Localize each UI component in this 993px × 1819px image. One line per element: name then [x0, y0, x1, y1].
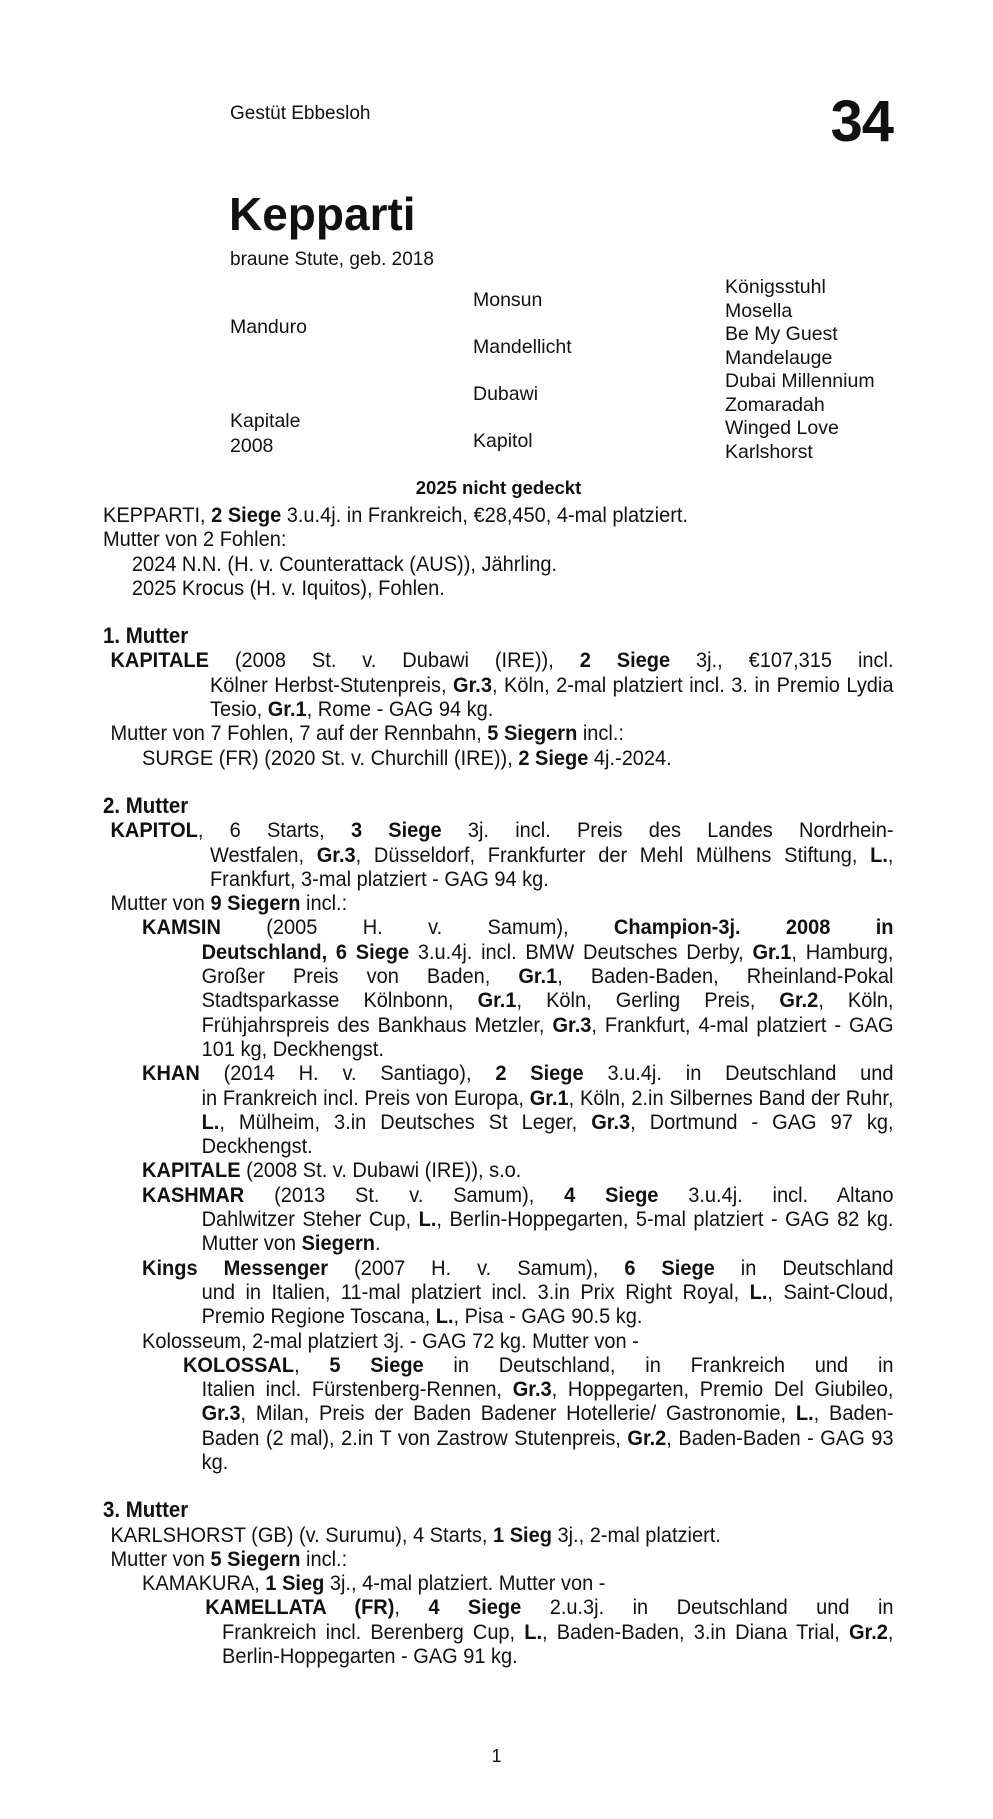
text: , Düsseldorf, Frankfurter der Mehl Mülhens Stiftung,	[355, 842, 871, 867]
text: , Baden-Baden, Rheinland-Pokal Stadtsparkasse Kölnbonn,	[201, 964, 894, 1013]
offspring-entry	[103, 1183, 894, 1256]
text: , Pisa - GAG 90.5 kg.	[453, 1304, 643, 1329]
text: , Köln, Frühjahrspreis des Bankhaus Metzler,	[201, 988, 894, 1037]
foal-entry: 2025 Krocus (H. v. Iquitos), Fohlen.	[131, 575, 445, 600]
winners: 5 Siegern	[210, 1546, 301, 1571]
offspring-name: KAMSIN	[142, 915, 221, 940]
text: ,	[394, 1595, 429, 1620]
grade: Gr.3	[552, 1012, 592, 1037]
produce-summary	[103, 1547, 894, 1571]
text: Westfalen,	[209, 842, 317, 867]
text: Dahlwitzer Steher Cup,	[201, 1207, 419, 1232]
text: .	[374, 1231, 381, 1256]
page-number: 1	[491, 1746, 502, 1766]
grade: L.	[524, 1619, 543, 1644]
text: , Frankfurt, 3-mal platziert - GAG 94 kg.	[209, 842, 894, 891]
text: (2013 St. v. Samum),	[244, 1182, 565, 1207]
grade: Gr.3	[316, 842, 356, 867]
text: 3.u.4j. in Deutschland und	[583, 1061, 894, 1086]
text: 4j.-2024.	[588, 745, 672, 770]
text: , Rome - GAG 94 kg.	[306, 697, 494, 722]
wins: 2 Siege	[495, 1061, 584, 1086]
text: 3j., 2-mal platziert.	[551, 1522, 721, 1547]
text: , Mülheim, 3.in Deutsches St Leger,	[219, 1109, 592, 1134]
offspring-name: Kings Messenger	[142, 1255, 329, 1280]
grade: Gr.1	[267, 697, 307, 722]
text: Mutter von	[110, 891, 211, 916]
winners: Siegern	[301, 1231, 375, 1256]
wins: 4 Siege	[428, 1595, 522, 1620]
text: , Berlin-Hoppegarten, 5-mal platziert - GAG 82 kg. Mutter von	[201, 1207, 894, 1256]
text: und in Italien, 11-mal platziert incl. 3.in Prix Right Royal,	[201, 1279, 750, 1304]
text: , Köln, 2.in Silbernes Band der Ruhr,	[568, 1085, 894, 1110]
text: , Berlin-Hoppegarten - GAG 91 kg.	[222, 1619, 894, 1669]
pedigree-dam: Kapitale	[230, 410, 301, 432]
grade: Gr.3	[201, 1401, 241, 1426]
wins: 5 Siege	[329, 1352, 424, 1377]
grade: L.	[870, 842, 888, 867]
champion: Champion-3j. 2008 in	[613, 915, 894, 940]
grade: Gr.1	[752, 939, 792, 964]
text: 2.u.3j. in Deutschland und in	[521, 1595, 894, 1620]
wins: 1 Sieg	[493, 1522, 552, 1547]
offspring-entry	[103, 1256, 894, 1329]
text: in Deutschland	[714, 1255, 894, 1280]
text: 3j., €107,315 incl.	[670, 648, 894, 673]
produce-summary	[103, 891, 894, 915]
text: in Deutschland, in Frankreich und in	[423, 1352, 894, 1377]
offspring-name: KAPITALE	[142, 1158, 241, 1183]
text: KAMAKURA,	[142, 1571, 266, 1596]
text: in Frankreich incl. Preis von Europa,	[201, 1085, 530, 1110]
text: , Baden-Baden, 3.in Diana Trial,	[542, 1619, 850, 1644]
text: ,	[294, 1352, 330, 1377]
text: 3j., 4-mal platziert. Mutter von -	[324, 1571, 606, 1596]
text: (2014 H. v. Santiago),	[199, 1061, 496, 1086]
text: incl.:	[300, 891, 348, 916]
winners: 5 Siegern	[487, 721, 578, 746]
grade: L.	[749, 1279, 768, 1304]
text: , Köln, Gerling Preis,	[516, 988, 780, 1013]
text: , 6 Starts,	[197, 818, 351, 843]
text: 3.u.4j. incl. Altano	[658, 1182, 894, 1207]
pedigree-dam-dam: Kapitol	[473, 430, 533, 452]
text: , Saint-Cloud, Premio Regione Toscana,	[201, 1279, 894, 1329]
offspring-name: KAMELLATA (FR)	[205, 1595, 395, 1620]
wins: 2 Siege	[211, 503, 282, 527]
stud-name: Gestüt Ebbesloh	[230, 103, 371, 124]
offspring-entry	[103, 1061, 894, 1158]
cover-status-text: 2025 nicht gedeckt	[415, 477, 582, 498]
text: , Baden-Baden (2 mal), 2.in T von Zastrow Stutenpreis,	[201, 1401, 894, 1450]
grade: Gr.2	[627, 1425, 667, 1450]
offspring-entry	[103, 1158, 894, 1182]
grade: Gr.3	[453, 672, 492, 697]
dam-name: KAPITALE	[110, 648, 209, 673]
text: 3.u.4j. in Frankreich, €28,450, 4-mal platziert.	[281, 503, 688, 527]
wins: 3 Siege	[350, 818, 442, 843]
offspring-entry: Kolosseum, 2-mal platziert 3j. - GAG 72 kg. Mutter von -	[142, 1328, 639, 1353]
pedigree-gen3: Zomaradah	[725, 394, 825, 416]
grade: Gr.1	[477, 988, 517, 1013]
grand-offspring-entry	[103, 1595, 894, 1668]
horse-name: Kepparti	[229, 188, 416, 240]
dam-entry	[103, 648, 894, 721]
text: , Köln, 2-mal platziert incl. 3. in Premio Lydia Tesio,	[209, 672, 894, 722]
grade: Gr.1	[529, 1085, 569, 1110]
produce-summary: Mutter von 2 Fohlen:	[103, 527, 287, 552]
offspring-entry	[103, 1571, 894, 1595]
grade: Gr.2	[779, 988, 819, 1013]
wins: 4 Siege	[564, 1182, 659, 1207]
section-heading: 3. Mutter	[103, 1497, 189, 1523]
wins: Deutschland, 6 Siege	[201, 939, 410, 964]
text: incl.:	[300, 1546, 348, 1571]
offspring-entry	[103, 915, 894, 1061]
text: , Baden-Baden - GAG 93 kg.	[201, 1425, 894, 1474]
pedigree-gen3: Mandelauge	[725, 347, 833, 369]
text: , Milan, Preis der Baden Badener Hotellerie/ Gastronomie,	[240, 1401, 796, 1426]
pedigree-gen3: Dubai Millennium	[725, 370, 875, 392]
wins: 2 Siege	[518, 745, 589, 770]
wins: 2 Siege	[579, 648, 671, 673]
offspring-name: KASHMAR	[142, 1182, 245, 1207]
pedigree-gen3: Winged Love	[725, 417, 839, 439]
lot-number: 34	[830, 89, 893, 154]
text: SURGE (FR) (2020 St. v. Churchill (IRE)),	[142, 745, 519, 770]
dam-entry	[103, 1523, 894, 1547]
text: KEPPARTI,	[103, 503, 212, 527]
offspring-name: KOLOSSAL	[182, 1352, 295, 1377]
text: 3j. incl. Preis des Landes Nordrhein-	[441, 818, 894, 843]
text: (2008 St. v. Dubawi (IRE)), s.o.	[240, 1158, 522, 1183]
section-heading: 1. Mutter	[103, 623, 189, 649]
text: 3.u.4j. incl. BMW Deutsches Derby,	[409, 939, 753, 964]
text: KARLSHORST (GB) (v. Surumu), 4 Starts,	[110, 1522, 494, 1547]
pedigree-sire-dam: Mandellicht	[473, 336, 572, 358]
text: incl.:	[577, 721, 624, 746]
pedigree-gen3: Karlshorst	[725, 441, 813, 463]
catalogue-body	[103, 503, 894, 1668]
wins: 6 Siege	[624, 1255, 715, 1280]
offspring-entry	[103, 746, 894, 770]
text: (2007 H. v. Samum),	[328, 1255, 625, 1280]
horse-description: braune Stute, geb. 2018	[230, 249, 434, 270]
text: (2005 H. v. Samum),	[220, 915, 614, 940]
wins: 1 Sieg	[265, 1571, 325, 1596]
grade: Gr.2	[849, 1619, 888, 1644]
pedigree-sire-sire: Monsun	[473, 289, 543, 311]
text: , Dortmund - GAG 97 kg, Deckhengst.	[201, 1109, 894, 1159]
foal-entry: 2024 N.N. (H. v. Counterattack (AUS)), Jährling.	[131, 551, 558, 576]
pedigree-dam-sire: Dubawi	[473, 383, 539, 405]
pedigree-gen3: Königsstuhl	[725, 276, 826, 298]
grade: L.	[201, 1109, 220, 1134]
race-record	[103, 503, 894, 527]
offspring-name: KHAN	[142, 1061, 200, 1086]
section-heading: 2. Mutter	[103, 792, 189, 818]
dam-entry	[103, 818, 894, 891]
text: , Hoppegarten, Premio Del Giubileo,	[551, 1377, 894, 1402]
grade: L.	[418, 1207, 437, 1232]
grade: L.	[795, 1401, 814, 1426]
pedigree-gen3: Be My Guest	[725, 323, 838, 345]
grade: Gr.1	[518, 964, 558, 989]
pedigree-gen3: Mosella	[725, 300, 793, 322]
cover-status	[0, 477, 993, 499]
grade: Gr.3	[512, 1377, 552, 1402]
pedigree-dam-year: 2008	[230, 435, 274, 457]
text: Kölner Herbst-Stutenpreis,	[209, 672, 454, 697]
grand-offspring-entry	[103, 1353, 894, 1474]
text: , Hamburg, Großer Preis von Baden,	[201, 939, 894, 989]
text: , Frankfurt, 4-mal platziert - GAG 101 kg, Deckhengst.	[201, 1012, 894, 1061]
grade: Gr.3	[591, 1109, 631, 1134]
text: Mutter von 7 Fohlen, 7 auf der Rennbahn,	[110, 721, 488, 746]
grade: L.	[435, 1304, 454, 1329]
pedigree-sire: Manduro	[230, 316, 307, 338]
winners: 9 Siegern	[210, 891, 301, 916]
text: Frankreich incl. Berenberg Cup,	[222, 1619, 525, 1644]
text: Mutter von	[110, 1546, 211, 1571]
text: (2008 St. v. Dubawi (IRE)),	[208, 648, 580, 673]
produce-summary	[103, 721, 894, 745]
text: Italien incl. Fürstenberg-Rennen,	[201, 1377, 513, 1402]
dam-name: KAPITOL	[110, 818, 198, 843]
